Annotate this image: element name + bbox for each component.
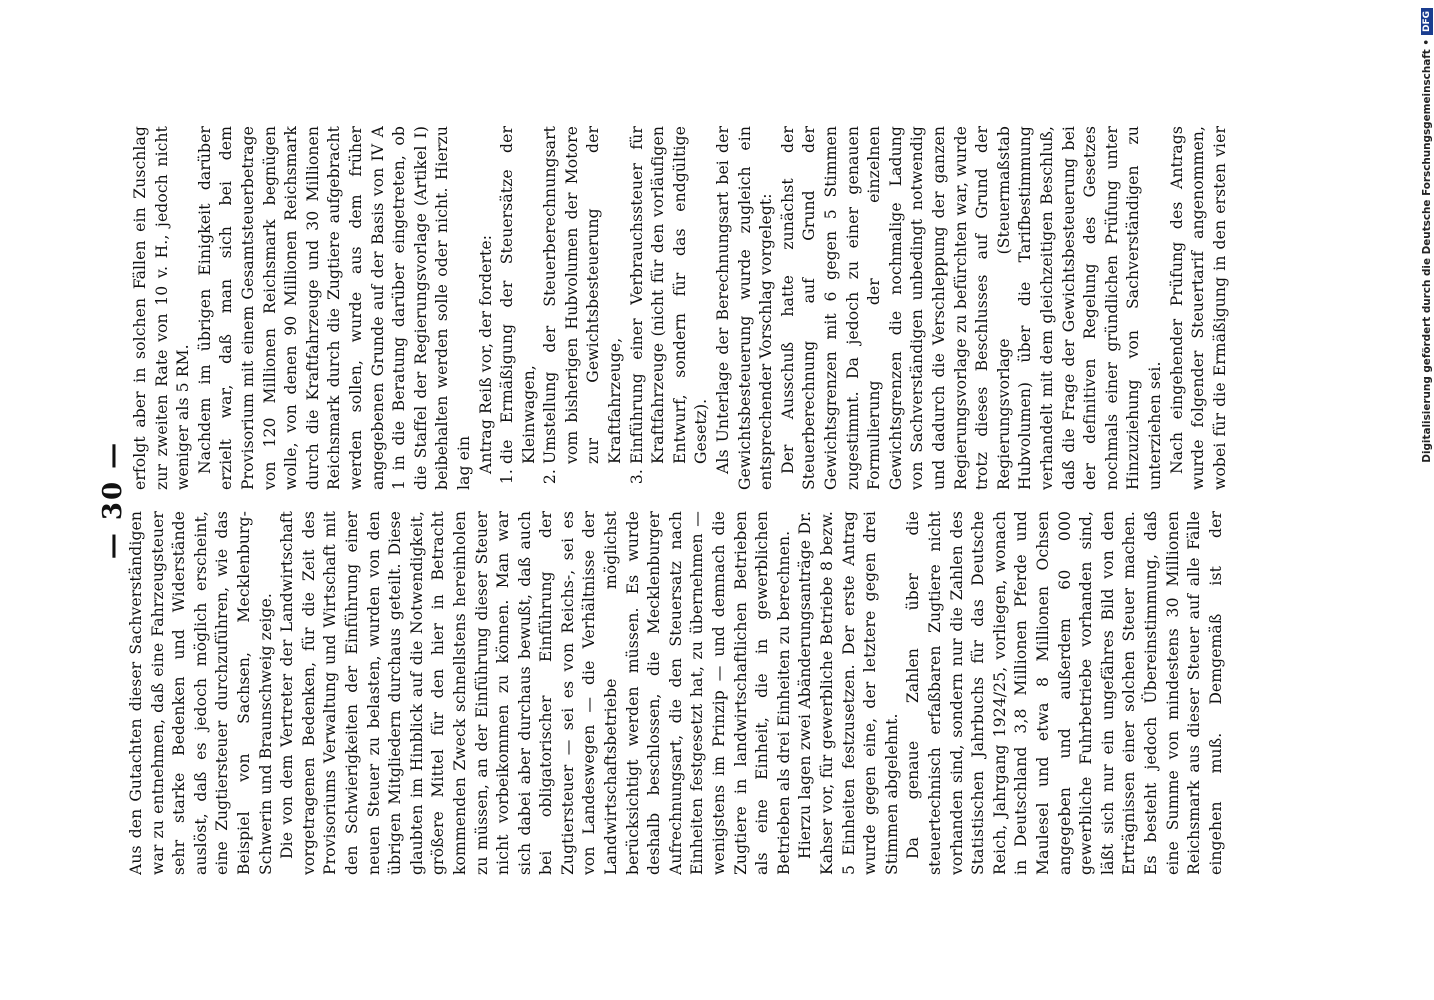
paragraph: Aus den Gutachten dieser Sachverständigen war zu entnehmen, daß eine Fahrzeugsteuer sehr starke Bedenken und Widerstände auslöst, daß es jedoch möglich erscheint, eine Zugtiersteuer durchzuführen, wie das Beispiel von Sachsen, Mecklenburg-Schwerin und Braunschweig zeige. (127, 511, 275, 875)
paragraph: Als Unterlage der Berechnungsart bei der Gewichtsbesteuerung wurde zugleich ein entsprechender Vorschlag vorgelegt: (714, 126, 776, 490)
credit-text: Digitalisierung gefördert durch die Deutsche Forschungsgemeinschaft • (1421, 39, 1433, 463)
digitization-credit-strip (1420, 8, 1434, 993)
demands-list (497, 126, 713, 490)
page-number: — 30 — (98, 440, 128, 560)
paragraph: Die von dem Vertreter der Landwirtschaft vorgetragenen Bedenken, für die Zeit des Provisoriums Verwaltung und Wirtschaft mit den Schwierigkeiten der Einführung einer neuen Steuer zu belasten, wurden von den übrigen Mitgliedern durchaus geteilt. Diese glaubten im Hinblick auf die Notwendigkeit, größere Mittel für den hier in Betracht kommenden Zweck schnellstens hereinholen zu müssen, an der Einführung dieser Steuer nicht vorbeikommen zu können. Man war sich dabei aber durchaus bewußt, daß auch bei obligatorischer Einführung der Zugtiersteuer — sei es von Reichs-, sei es von Landeswegen — die Verhältnisse der Landwirtschaftsbetriebe möglichst berücksichtigt werden müssen. Es wurde deshalb beschlossen, die Mecklenburger Aufrechnungsart, die den Steuersatz nach Einheiten festgesetzt hat, zu übernehmen — wenigstens im Prinzip — und demnach die Zugtiere in landwirtschaftlichen Betrieben als eine Einheit, die in gewerblichen Betrieben als drei Einheiten zu berechnen. (278, 511, 793, 875)
paragraph: Hierzu lagen zwei Abänderungsanträge Dr. Kahser vor, für gewerbliche Betriebe 8 bezw. 5 Einheiten festzusetzen. Der erste Antrag wurde gegen eine, der letztere gegen drei Stimmen abgelehnt. (796, 511, 901, 875)
right-middle-paragraphs (713, 126, 1232, 490)
list-item: 2. Umstellung der Steuerberechnungsart vom bisherigen Hubvolumen der Motore zur Gewichtsbesteuerung der Kraftfahrzeuge, (540, 126, 626, 464)
right-text-column (130, 126, 1232, 490)
left-text-column (126, 511, 1228, 875)
paragraph: Antrag Reiß vor, der forderte: (476, 234, 495, 474)
list-item: 3. Einführung einer Verbrauchssteuer für Kraftfahrzeuge (nicht für den vorläufigen Entwurf, sondern für das endgültige Gesetz). (627, 126, 713, 464)
paragraph: Nach eingehender Prüfung des Antrags wurde folgender Steuertarif angenommen, wobei für die Ermäßigung in den ersten vier (1167, 126, 1229, 490)
right-intro-paragraphs (130, 126, 497, 490)
paragraph: Der Ausschuß hatte zunächst der Steuerberechnung auf Grund der Gewichtsgrenzen mit 6 gegen 5 Stimmen zugestimmt. Da jedoch zu einer genauen Formulierung der einzelnen Gewichtsgrenzen die nochmalige Ladung von Sachverständigen unbedingt notwendig und dadurch die Verschleppung der ganzen Regierungsvorlage zu befürchten war, wurde trotz dieses Beschlusses auf Grund der Regierungsvorlage (Steuermaßstab Hubvolumen) über die Tarifbestimmung verhandelt mit dem gleichzeitigen Beschluß, daß die Frage der Gewichtsbesteuerung bei der definitiven Regelung des Gesetzes nochmals einer gründlichen Prüfung unter Hinzuziehung von Sachverständigen zu unterziehen sei. (778, 126, 1164, 490)
paragraph: Da genaue Zahlen über die steuertechnisch erfaßbaren Zugtiere nicht vorhanden sind, sondern nur die Zahlen des Statistischen Jahrbuchs für das Deutsche Reich, Jahrgang 1924/25, vorliegen, wonach in Deutschland 3,8 Millionen Pferde und Maulesel und etwa 8 Millionen Ochsen angegeben und außerdem 60 000 gewerbliche Fuhrbetriebe vorhanden sind, läßt sich nur ein ungefähres Bild von den Erträgnissen einer solchen Steuer machen. Es besteht jedoch Übereinstimmung, daß eine Summe von mindestens 30 Millionen Reichsmark aus dieser Steuer auf alle Fälle eingehen muß. Demgemäß ist der (904, 511, 1225, 875)
dfg-logo: DFG (1421, 8, 1433, 35)
list-item: 1. die Ermäßigung der Steuersätze der Kleinwagen, (497, 126, 540, 464)
paragraph: erfolgt aber in solchen Fällen ein Zuschlag zur zweiten Rate von 10 v. H., jedoch nicht weniger als 5 RM. (131, 126, 193, 490)
paragraph: Nachdem im übrigen Einigkeit darüber erzielt war, daß man sich bei dem Provisorium mit einem Gesamtsteuerbetrage von 120 Millionen Reichsmark begnügen wolle, von denen 90 Millionen Reichsmark durch die Kraftfahrzeuge und 30 Millionen Reichsmark durch die Zugtiere aufgebracht werden sollen, wurde aus dem früher angegebenen Grunde auf der Basis von IV A 1 in die Beratung darüber eingetreten, ob die Staffel der Regierungsvorlage (Artikel I) beibehalten werden solle oder nicht. Hierzu lag ein (195, 126, 473, 490)
